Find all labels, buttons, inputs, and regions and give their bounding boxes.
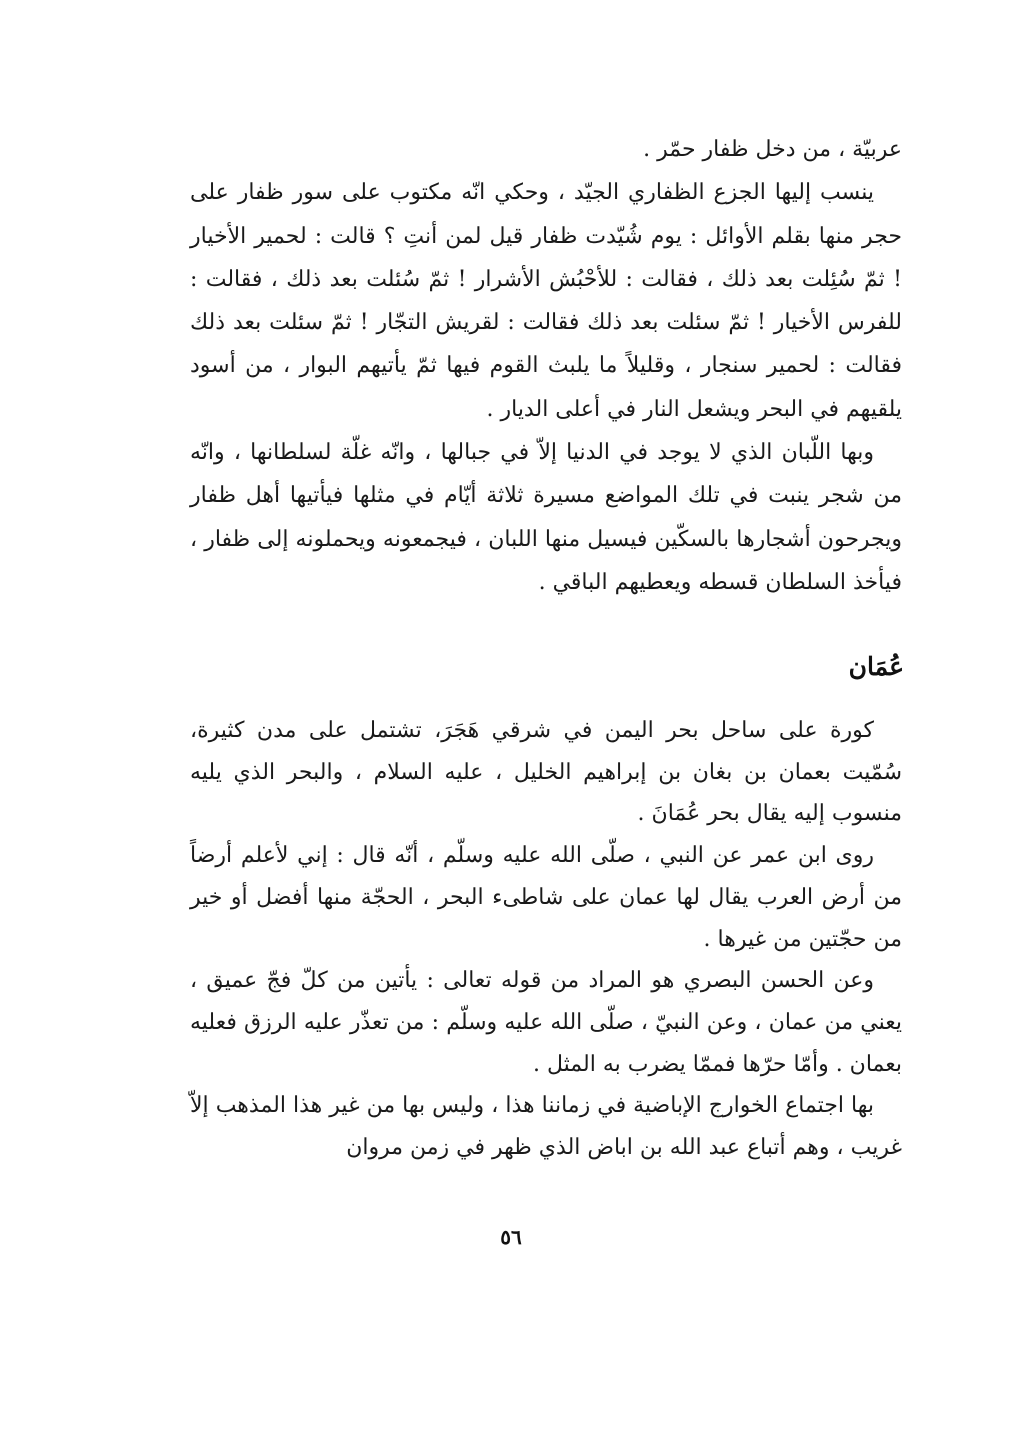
paragraph-dhofar-onyx: ينسب إليها الجزع الظفاري الجيّد ، وحكي انّه مكتوب على سور ظفار على حجر منها بقلم الأوائل : يوم شُيّدت ظفار قيل لمن أنتِ ؟ قالت : لحمير الأخيار ! ثمّ سُئِلت بعد ذلك ، فقالت : للأحْبُش الأشرار ! ثمّ سُئلت بعد ذلك ، فقالت : للفرس الأخيار ! ثمّ سئلت بعد ذلك فقالت : لقريش التجّار ! ثمّ سئلت بعد ذلك فقالت : لحمير سنجار ، وقليلاً ما يلبث القوم فيها ثمّ يأتيهم البوار ، من أسود يلقيهم في البحر ويشعل النار في أعلى الديار . <box>190 180 902 422</box>
paragraph-hadith-ibn-umar: روى ابن عمر عن النبي ، صلّى الله عليه وسلّم ، أنّه قال : إني لأعلم أرضاً من أرض العرب يقال لها عمان على شاطىء البحر ، الحجّة منها أفضل أو خير من حجّتين من غيرها . <box>190 843 902 952</box>
paragraph-hasan-basri: وعن الحسن البصري هو المراد من قوله تعالى : يأتين من كلّ فجّ عميق ، يعني من عمان ، وعن النبيّ ، صلّى الله عليه وسلّم : من تعذّر عليه الرزق فعليه بعمان . وأمّا حرّها فممّا يضرب به المثل . <box>190 968 902 1077</box>
upper-text-block <box>190 128 902 604</box>
paragraph-frankincense: وبها اللّبان الذي لا يوجد في الدنيا إلاّ في جبالها ، وانّه غلّة لسلطانها ، وانّه من شجر ينبت في تلك المواضع مسيرة ثلاثة أيّام في مثلها فيأتيها أهل ظفار ويجرحون أشجارها بالسكّين فيسيل منها اللبان ، فيجمعونه ويحملونه إلى ظفار ، فيأخذ السلطان قسطه ويعطيهم الباقي . <box>190 440 902 595</box>
page-number: ٥٦ <box>500 1225 522 1249</box>
paragraph-continuation: عربيّة ، من دخل ظفار حمّر . <box>643 137 902 162</box>
section-heading-oman: عُمَان <box>848 652 904 681</box>
paragraph-oman-description: كورة على ساحل بحر اليمن في شرقي هَجَرَ، تشتمل على مدن كثيرة، سُمّيت بعمان بن بغان بن إبراهيم الخليل ، عليه السلام ، والبحر الذي يليه منسوب إليه يقال بحر عُمَانَ . <box>190 718 902 827</box>
paragraph-ibadiyya: بها اجتماع الخوارج الإباضية في زماننا هذا ، وليس بها من غير هذا المذهب إلاّ غريب ، وهم أتباع عبد الله بن اباض الذي ظهر في زمن مروان <box>190 1093 902 1161</box>
lower-text-block <box>190 710 902 1169</box>
